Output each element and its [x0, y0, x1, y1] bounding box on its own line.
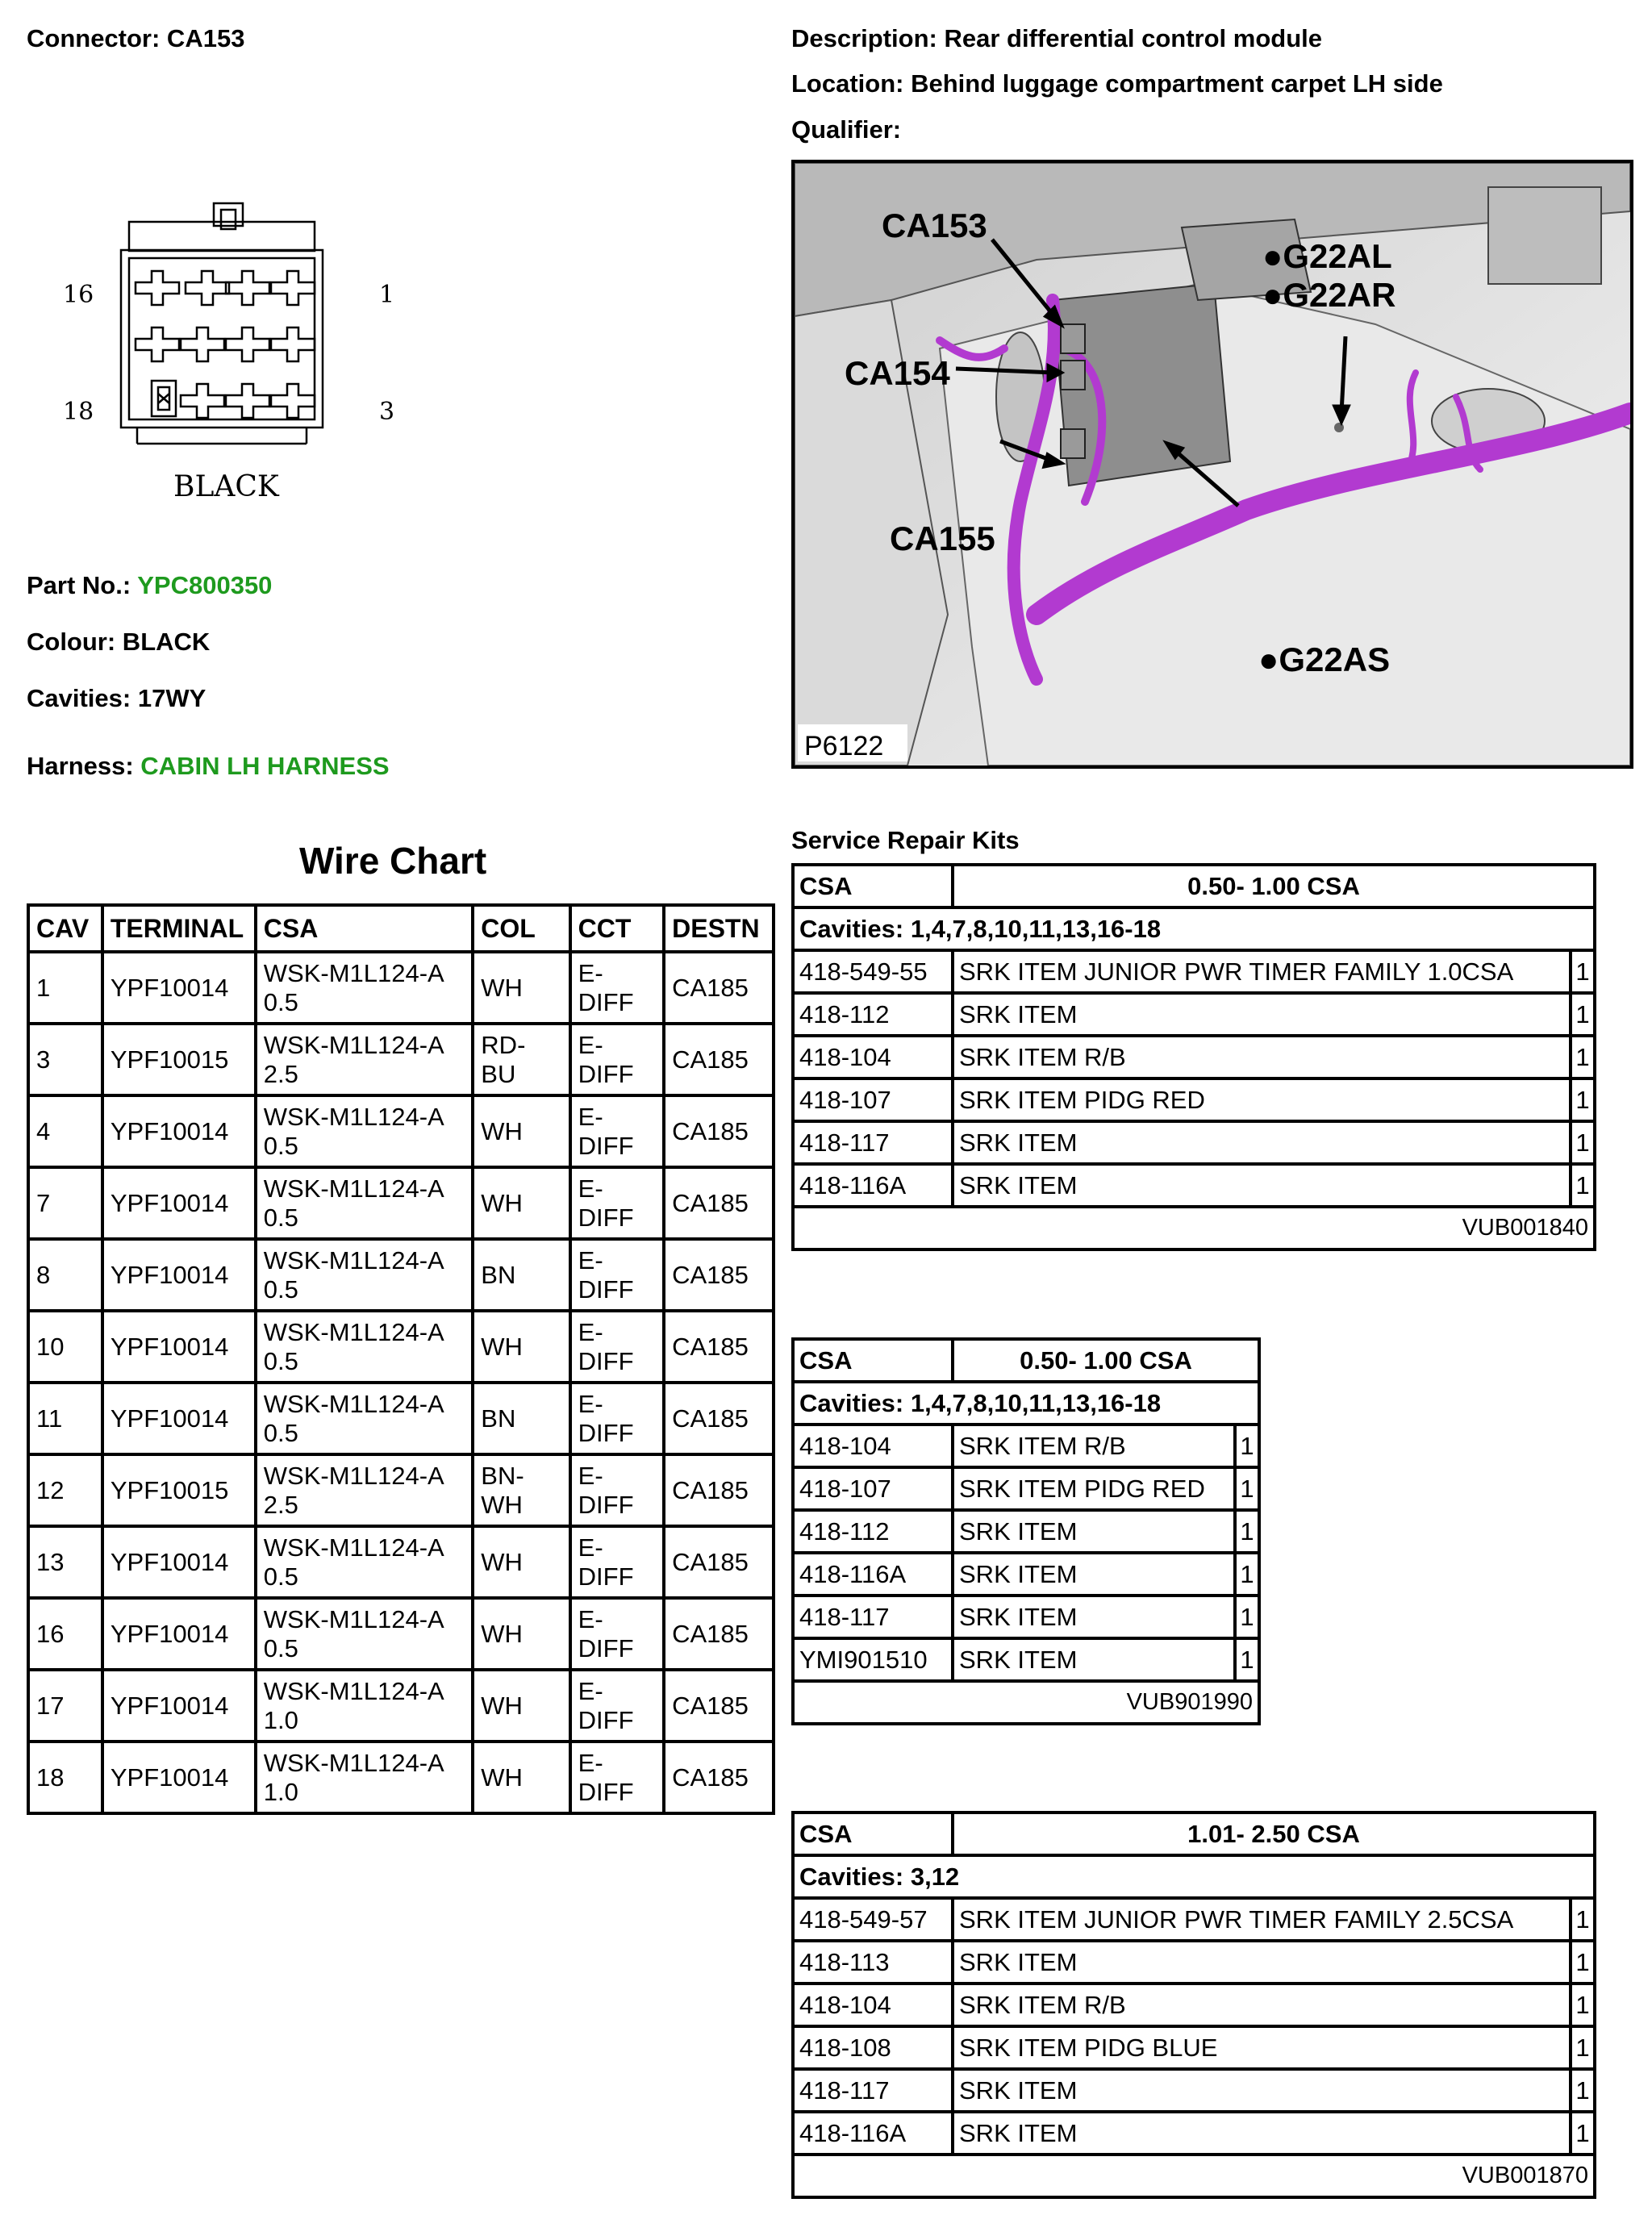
kit-part-number: 418-549-57: [793, 1898, 953, 1941]
kit-item-description: SRK ITEM PIDG BLUE: [953, 2026, 1571, 2069]
col-cav: CAV: [28, 905, 102, 952]
cell-terminal: YPF10014: [102, 1311, 256, 1383]
pin-1-label: 1: [379, 281, 395, 309]
kit-item-quantity: 1: [1235, 1425, 1259, 1467]
location-illustration: [791, 160, 1633, 769]
cell-cct: E- DIFF: [570, 1167, 664, 1239]
kit-item-quantity: 1: [1571, 1078, 1595, 1121]
cell-cav: 4: [28, 1095, 102, 1167]
cell-col: WH: [473, 1742, 569, 1813]
cell-terminal: YPF10015: [102, 1454, 256, 1526]
callout-g22as: ●G22AS: [1258, 640, 1391, 678]
wire-chart-row: [28, 1454, 774, 1526]
cell-terminal: YPF10014: [102, 1239, 256, 1311]
callout-g22ar: ●G22AR: [1262, 276, 1396, 314]
kit-item-description: SRK ITEM: [953, 1596, 1235, 1638]
kit-cavities-row: [793, 907, 1595, 950]
cell-terminal: YPF10014: [102, 1670, 256, 1742]
kit-item-description: SRK ITEM: [953, 2069, 1571, 2112]
kit-part-number: 418-117: [793, 2069, 953, 2112]
cell-cct: E- DIFF: [570, 1239, 664, 1311]
cell-cct: E- DIFF: [570, 1742, 664, 1813]
kit-item-description: SRK ITEM R/B: [953, 1984, 1571, 2026]
callout-ca153: CA153: [882, 206, 987, 244]
kit-reference: VUB901990: [793, 1681, 1259, 1724]
kit-cavities-row: [793, 1382, 1259, 1425]
cell-destn: CA185: [664, 1024, 774, 1095]
kit-csa-range: 1.01- 2.50 CSA: [953, 1813, 1595, 1855]
kit-item-description: SRK ITEM: [953, 1164, 1571, 1207]
cell-csa: WSK-M1L124-A 0.5: [256, 1095, 473, 1167]
cell-cct: E- DIFF: [570, 1024, 664, 1095]
kit-item-row: [793, 950, 1595, 993]
kit-part-number: 418-549-55: [793, 950, 953, 993]
kit-cavities: Cavities: 1,4,7,8,10,11,13,16-18: [793, 907, 1595, 950]
kit-item-row: [793, 1425, 1259, 1467]
cell-csa: WSK-M1L124-A 1.0: [256, 1742, 473, 1813]
kit-item-quantity: 1: [1571, 993, 1595, 1036]
kit-table-1: [791, 863, 1596, 1251]
kit-item-quantity: 1: [1571, 1036, 1595, 1078]
cell-csa: WSK-M1L124-A 0.5: [256, 1311, 473, 1383]
cell-terminal: YPF10014: [102, 1167, 256, 1239]
callout-ca155: CA155: [890, 519, 995, 557]
kit-item-quantity: 1: [1235, 1467, 1259, 1510]
kit-part-number: 418-116A: [793, 1553, 953, 1596]
kit-part-number: 418-104: [793, 1036, 953, 1078]
kit-item-description: SRK ITEM JUNIOR PWR TIMER FAMILY 1.0CSA: [953, 950, 1571, 993]
cell-cav: 18: [28, 1742, 102, 1813]
kit-item-description: SRK ITEM PIDG RED: [953, 1078, 1571, 1121]
kit-table-2: [791, 1337, 1261, 1725]
cell-csa: WSK-M1L124-A 1.0: [256, 1670, 473, 1742]
cell-cav: 16: [28, 1598, 102, 1670]
connector-face-diagram: [48, 194, 419, 516]
col-cct: CCT: [570, 905, 664, 952]
cavities-text: Cavities: 17WY: [27, 684, 206, 712]
kit-header-row: [793, 1339, 1259, 1382]
cell-destn: CA185: [664, 1454, 774, 1526]
cell-cav: 1: [28, 952, 102, 1024]
kit-item-quantity: 1: [1571, 1121, 1595, 1164]
cell-terminal: YPF10014: [102, 1742, 256, 1813]
cell-destn: CA185: [664, 952, 774, 1024]
kit-reference-row: [793, 1207, 1595, 1249]
cell-col: BN- WH: [473, 1454, 569, 1526]
cell-terminal: YPF10014: [102, 1526, 256, 1598]
cell-cct: E- DIFF: [570, 952, 664, 1024]
cell-csa: WSK-M1L124-A 0.5: [256, 1598, 473, 1670]
cell-col: WH: [473, 1670, 569, 1742]
kit-item-row: [793, 1510, 1259, 1553]
cell-destn: CA185: [664, 1598, 774, 1670]
col-destn: DESTN: [664, 905, 774, 952]
kit-item-description: SRK ITEM JUNIOR PWR TIMER FAMILY 2.5CSA: [953, 1898, 1571, 1941]
cell-col: WH: [473, 1526, 569, 1598]
cell-destn: CA185: [664, 1670, 774, 1742]
kit-item-description: SRK ITEM PIDG RED: [953, 1467, 1235, 1510]
kit-csa-label: CSA: [793, 1813, 953, 1855]
qualifier-text: Qualifier:: [791, 115, 902, 144]
col-csa: CSA: [256, 905, 473, 952]
kit-item-quantity: 1: [1235, 1510, 1259, 1553]
kit-item-row: [793, 1984, 1595, 2026]
kit-cavities: Cavities: 1,4,7,8,10,11,13,16-18: [793, 1382, 1259, 1425]
kit-reference-row: [793, 1681, 1259, 1724]
cell-terminal: YPF10014: [102, 952, 256, 1024]
cell-csa: WSK-M1L124-A 0.5: [256, 1167, 473, 1239]
cell-cav: 7: [28, 1167, 102, 1239]
kit-item-row: [793, 2069, 1595, 2112]
wire-chart-row: [28, 1024, 774, 1095]
cell-csa: WSK-M1L124-A 0.5: [256, 952, 473, 1024]
kit-part-number: 418-108: [793, 2026, 953, 2069]
callout-ca154: CA154: [845, 354, 950, 392]
kit-part-number: 418-104: [793, 1425, 953, 1467]
kit-item-row: [793, 1036, 1595, 1078]
kit-item-row: [793, 1941, 1595, 1984]
kit-item-row: [793, 993, 1595, 1036]
kit-item-description: SRK ITEM: [953, 1553, 1235, 1596]
kit-item-description: SRK ITEM: [953, 993, 1571, 1036]
kit-part-number: 418-112: [793, 1510, 953, 1553]
harness-text: Harness: CABIN LH HARNESS: [27, 752, 390, 780]
kit-item-quantity: 1: [1571, 2112, 1595, 2155]
kit-part-number: 418-116A: [793, 2112, 953, 2155]
kit-item-row: [793, 1553, 1259, 1596]
part-number: Part No.: YPC800350: [27, 571, 273, 599]
cell-col: WH: [473, 1167, 569, 1239]
kit-item-description: SRK ITEM R/B: [953, 1425, 1235, 1467]
kit-part-number: 418-107: [793, 1467, 953, 1510]
cell-terminal: YPF10014: [102, 1598, 256, 1670]
cell-col: BN: [473, 1239, 569, 1311]
colour-text: Colour: BLACK: [27, 628, 211, 656]
cell-cct: E- DIFF: [570, 1095, 664, 1167]
kit-item-quantity: 1: [1571, 2026, 1595, 2069]
kit-csa-range: 0.50- 1.00 CSA: [953, 865, 1595, 907]
kit-csa-range: 0.50- 1.00 CSA: [953, 1339, 1259, 1382]
cell-terminal: YPF10014: [102, 1095, 256, 1167]
kit-item-quantity: 1: [1571, 1984, 1595, 2026]
kit-item-row: [793, 1898, 1595, 1941]
kit-item-row: [793, 1078, 1595, 1121]
kit-part-number: 418-112: [793, 993, 953, 1036]
cell-col: WH: [473, 1598, 569, 1670]
kit-reference-row: [793, 2155, 1595, 2197]
kit-item-quantity: 1: [1571, 1898, 1595, 1941]
wire-chart-row: [28, 1239, 774, 1311]
cell-destn: CA185: [664, 1526, 774, 1598]
kit-item-description: SRK ITEM: [953, 1941, 1571, 1984]
cell-destn: CA185: [664, 1742, 774, 1813]
kit-item-quantity: 1: [1571, 950, 1595, 993]
kit-cavities: Cavities: 3,12: [793, 1855, 1595, 1898]
kit-item-description: SRK ITEM: [953, 1638, 1235, 1681]
wire-chart-row: [28, 1167, 774, 1239]
kit-item-row: [793, 2026, 1595, 2069]
wire-chart-row: [28, 1598, 774, 1670]
wire-chart-header-row: [28, 905, 774, 952]
pin-16-label: 16: [63, 281, 94, 309]
cell-csa: WSK-M1L124-A 0.5: [256, 1383, 473, 1454]
kit-part-number: 418-113: [793, 1941, 953, 1984]
kit-item-quantity: 1: [1571, 2069, 1595, 2112]
wire-chart-row: [28, 1383, 774, 1454]
cell-col: WH: [473, 1311, 569, 1383]
kit-reference: VUB001870: [793, 2155, 1595, 2197]
wire-chart-row: [28, 1311, 774, 1383]
kit-item-row: [793, 1596, 1259, 1638]
kit-item-description: SRK ITEM: [953, 1510, 1235, 1553]
col-col: COL: [473, 905, 569, 952]
kit-csa-label: CSA: [793, 1339, 953, 1382]
cell-cct: E- DIFF: [570, 1670, 664, 1742]
cell-cav: 8: [28, 1239, 102, 1311]
wire-chart-row: [28, 1670, 774, 1742]
cell-destn: CA185: [664, 1383, 774, 1454]
kit-item-row: [793, 2112, 1595, 2155]
col-terminal: TERMINAL: [102, 905, 256, 952]
cell-cct: E- DIFF: [570, 1598, 664, 1670]
kit-cavities-row: [793, 1855, 1595, 1898]
cell-csa: WSK-M1L124-A 2.5: [256, 1024, 473, 1095]
cell-destn: CA185: [664, 1095, 774, 1167]
cell-col: BN: [473, 1383, 569, 1454]
wire-chart-title: Wire Chart: [299, 840, 487, 882]
kit-item-row: [793, 1164, 1595, 1207]
callout-g22al: ●G22AL: [1262, 237, 1392, 275]
kit-table-3: [791, 1811, 1596, 2199]
cell-cct: E- DIFF: [570, 1311, 664, 1383]
kit-item-row: [793, 1638, 1259, 1681]
kit-part-number: YMI901510: [793, 1638, 953, 1681]
kit-item-quantity: 1: [1571, 1941, 1595, 1984]
cell-csa: WSK-M1L124-A 2.5: [256, 1454, 473, 1526]
cell-cav: 10: [28, 1311, 102, 1383]
cell-cav: 12: [28, 1454, 102, 1526]
wire-chart-row: [28, 952, 774, 1024]
kit-part-number: 418-104: [793, 1984, 953, 2026]
connector-colour-label: BLACK: [173, 470, 279, 503]
wire-chart-row: [28, 1095, 774, 1167]
cell-cav: 11: [28, 1383, 102, 1454]
cell-csa: WSK-M1L124-A 0.5: [256, 1239, 473, 1311]
cell-cct: E- DIFF: [570, 1526, 664, 1598]
cell-destn: CA185: [664, 1239, 774, 1311]
location-text: Location: Behind luggage compartment carpet LH side: [791, 69, 1443, 98]
cell-col: WH: [473, 952, 569, 1024]
cell-csa: WSK-M1L124-A 0.5: [256, 1526, 473, 1598]
kit-reference: VUB001840: [793, 1207, 1595, 1249]
service-repair-kits-title: Service Repair Kits: [791, 826, 1020, 854]
wire-chart-row: [28, 1526, 774, 1598]
kit-item-quantity: 1: [1235, 1553, 1259, 1596]
cell-cct: E- DIFF: [570, 1454, 664, 1526]
wire-chart-row: [28, 1742, 774, 1813]
pin-3-label: 3: [379, 398, 395, 426]
kit-item-quantity: 1: [1235, 1596, 1259, 1638]
kit-item-quantity: 1: [1571, 1164, 1595, 1207]
kit-part-number: 418-117: [793, 1121, 953, 1164]
cell-terminal: YPF10014: [102, 1383, 256, 1454]
cell-destn: CA185: [664, 1167, 774, 1239]
kit-item-row: [793, 1121, 1595, 1164]
photo-reference: P6122: [804, 731, 884, 761]
wire-chart-table: [27, 903, 775, 1815]
cell-cct: E- DIFF: [570, 1383, 664, 1454]
kit-part-number: 418-116A: [793, 1164, 953, 1207]
cell-cav: 13: [28, 1526, 102, 1598]
kit-part-number: 418-107: [793, 1078, 953, 1121]
cell-col: WH: [473, 1095, 569, 1167]
kit-item-row: [793, 1467, 1259, 1510]
kit-header-row: [793, 865, 1595, 907]
kit-item-description: SRK ITEM: [953, 2112, 1571, 2155]
cell-cav: 17: [28, 1670, 102, 1742]
cell-destn: CA185: [664, 1311, 774, 1383]
kit-item-quantity: 1: [1235, 1638, 1259, 1681]
kit-csa-label: CSA: [793, 865, 953, 907]
cell-cav: 3: [28, 1024, 102, 1095]
kit-item-description: SRK ITEM: [953, 1121, 1571, 1164]
cell-col: RD- BU: [473, 1024, 569, 1095]
kit-header-row: [793, 1813, 1595, 1855]
kit-part-number: 418-117: [793, 1596, 953, 1638]
pin-18-label: 18: [63, 398, 94, 426]
description-text: Description: Rear differential control module: [791, 24, 1322, 52]
connector-label: Connector: CA153: [27, 24, 245, 52]
kit-item-description: SRK ITEM R/B: [953, 1036, 1571, 1078]
cell-terminal: YPF10015: [102, 1024, 256, 1095]
